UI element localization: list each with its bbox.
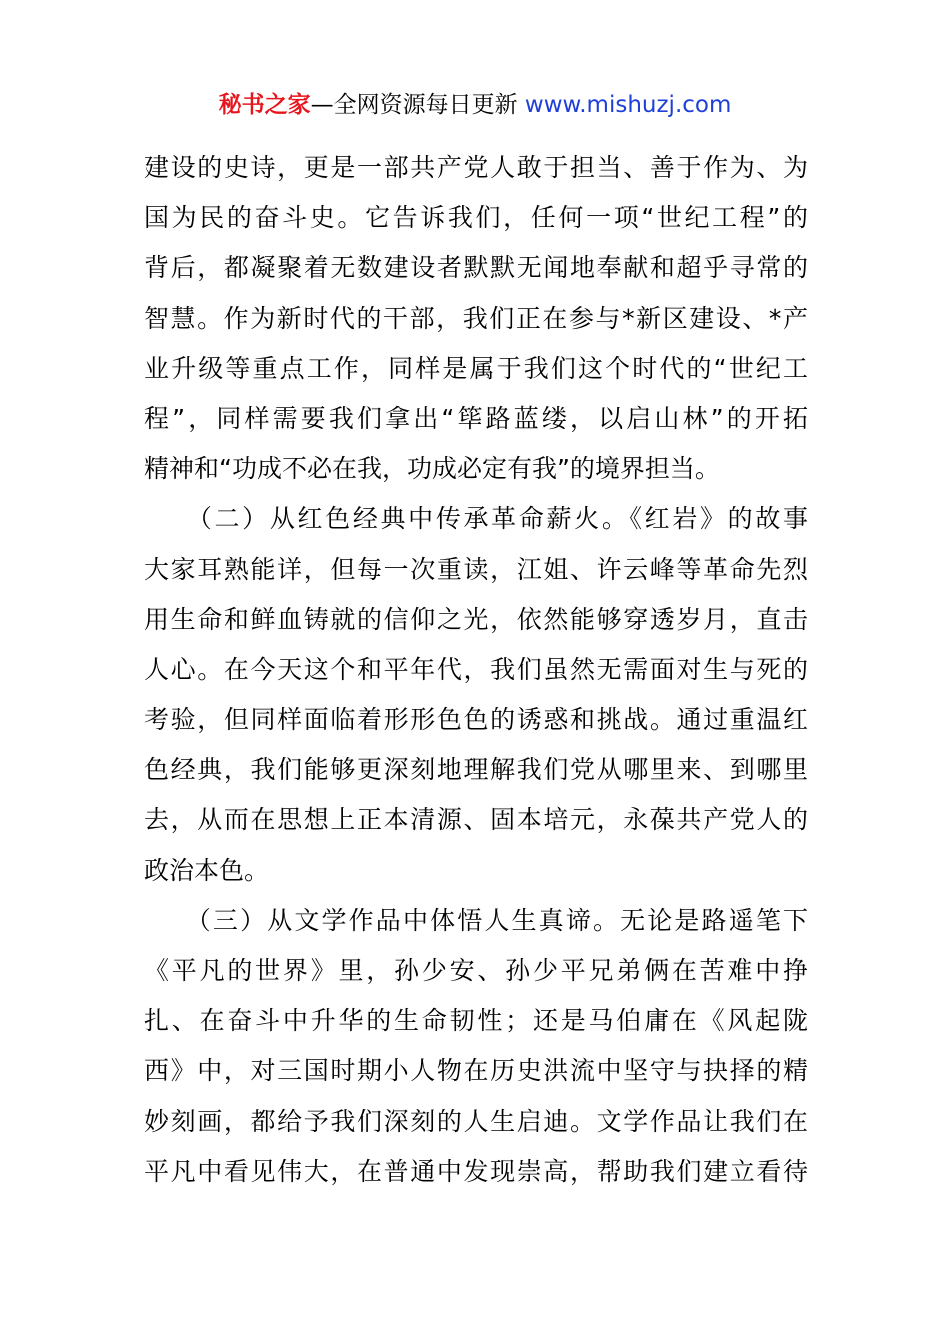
site-tagline: —全网资源每日更新 xyxy=(310,92,518,118)
body-line: 西》中，对三国时期小人物在历史洪流中坚守与抉择的精 xyxy=(144,1056,808,1086)
body-line: 精神和“功成不必在我，功成必定有我”的境界担当。 xyxy=(144,454,720,484)
body-line: 色经典，我们能够更深刻地理解我们党从哪里来、到哪里 xyxy=(144,755,808,785)
section-heading-line: （二）从红色经典中传承革命薪火。《红岩》的故事 xyxy=(144,504,808,534)
document-body xyxy=(144,143,808,1197)
body-line: 背后，都凝聚着无数建设者默默无闻地奉献和超乎寻常的 xyxy=(144,253,808,283)
body-line: 建设的史诗，更是一部共产党人敢于担当、善于作为、为 xyxy=(144,153,808,182)
body-line: 智慧。作为新时代的干部，我们正在参与*新区建设、*产 xyxy=(144,303,808,333)
body-line: 用生命和鲜血铸就的信仰之光，依然能够穿透岁月，直击 xyxy=(144,604,808,634)
site-url-link[interactable]: www.mishuzj.com xyxy=(524,92,732,118)
body-line: 平凡中看见伟大，在普通中发现崇高，帮助我们建立看待 xyxy=(144,1156,808,1186)
body-line: 去，从而在思想上正本清源、固本培元，永葆共产党人的 xyxy=(144,805,808,835)
body-line: 妙刻画，都给予我们深刻的人生启迪。文学作品让我们在 xyxy=(144,1106,808,1136)
body-line: 业升级等重点工作，同样是属于我们这个时代的“世纪工 xyxy=(144,353,808,383)
body-line: 《平凡的世界》里，孙少安、孙少平兄弟俩在苦难中挣 xyxy=(144,956,808,985)
site-brand: 秘书之家 xyxy=(218,92,311,118)
body-line: 考验，但同样面临着形形色色的诱惑和挑战。通过重温红 xyxy=(144,705,808,735)
section-heading-line: （三）从文学作品中体悟人生真谛。无论是路遥笔下 xyxy=(144,905,808,935)
body-line: 大家耳熟能详，但每一次重读，江姐、许云峰等革命先烈 xyxy=(144,554,808,584)
body-line: 国为民的奋斗史。它告诉我们，任何一项“世纪工程”的 xyxy=(144,203,808,233)
body-line: 人心。在今天这个和平年代，我们虽然无需面对生与死的 xyxy=(144,654,808,684)
body-line: 程”，同样需要我们拿出“筚路蓝缕，以启山林”的开拓 xyxy=(144,403,808,433)
body-line: 扎、在奋斗中升华的生命韧性；还是马伯庸在《风起陇 xyxy=(144,1006,808,1036)
site-header xyxy=(0,88,950,122)
body-line: 政治本色。 xyxy=(144,855,270,885)
